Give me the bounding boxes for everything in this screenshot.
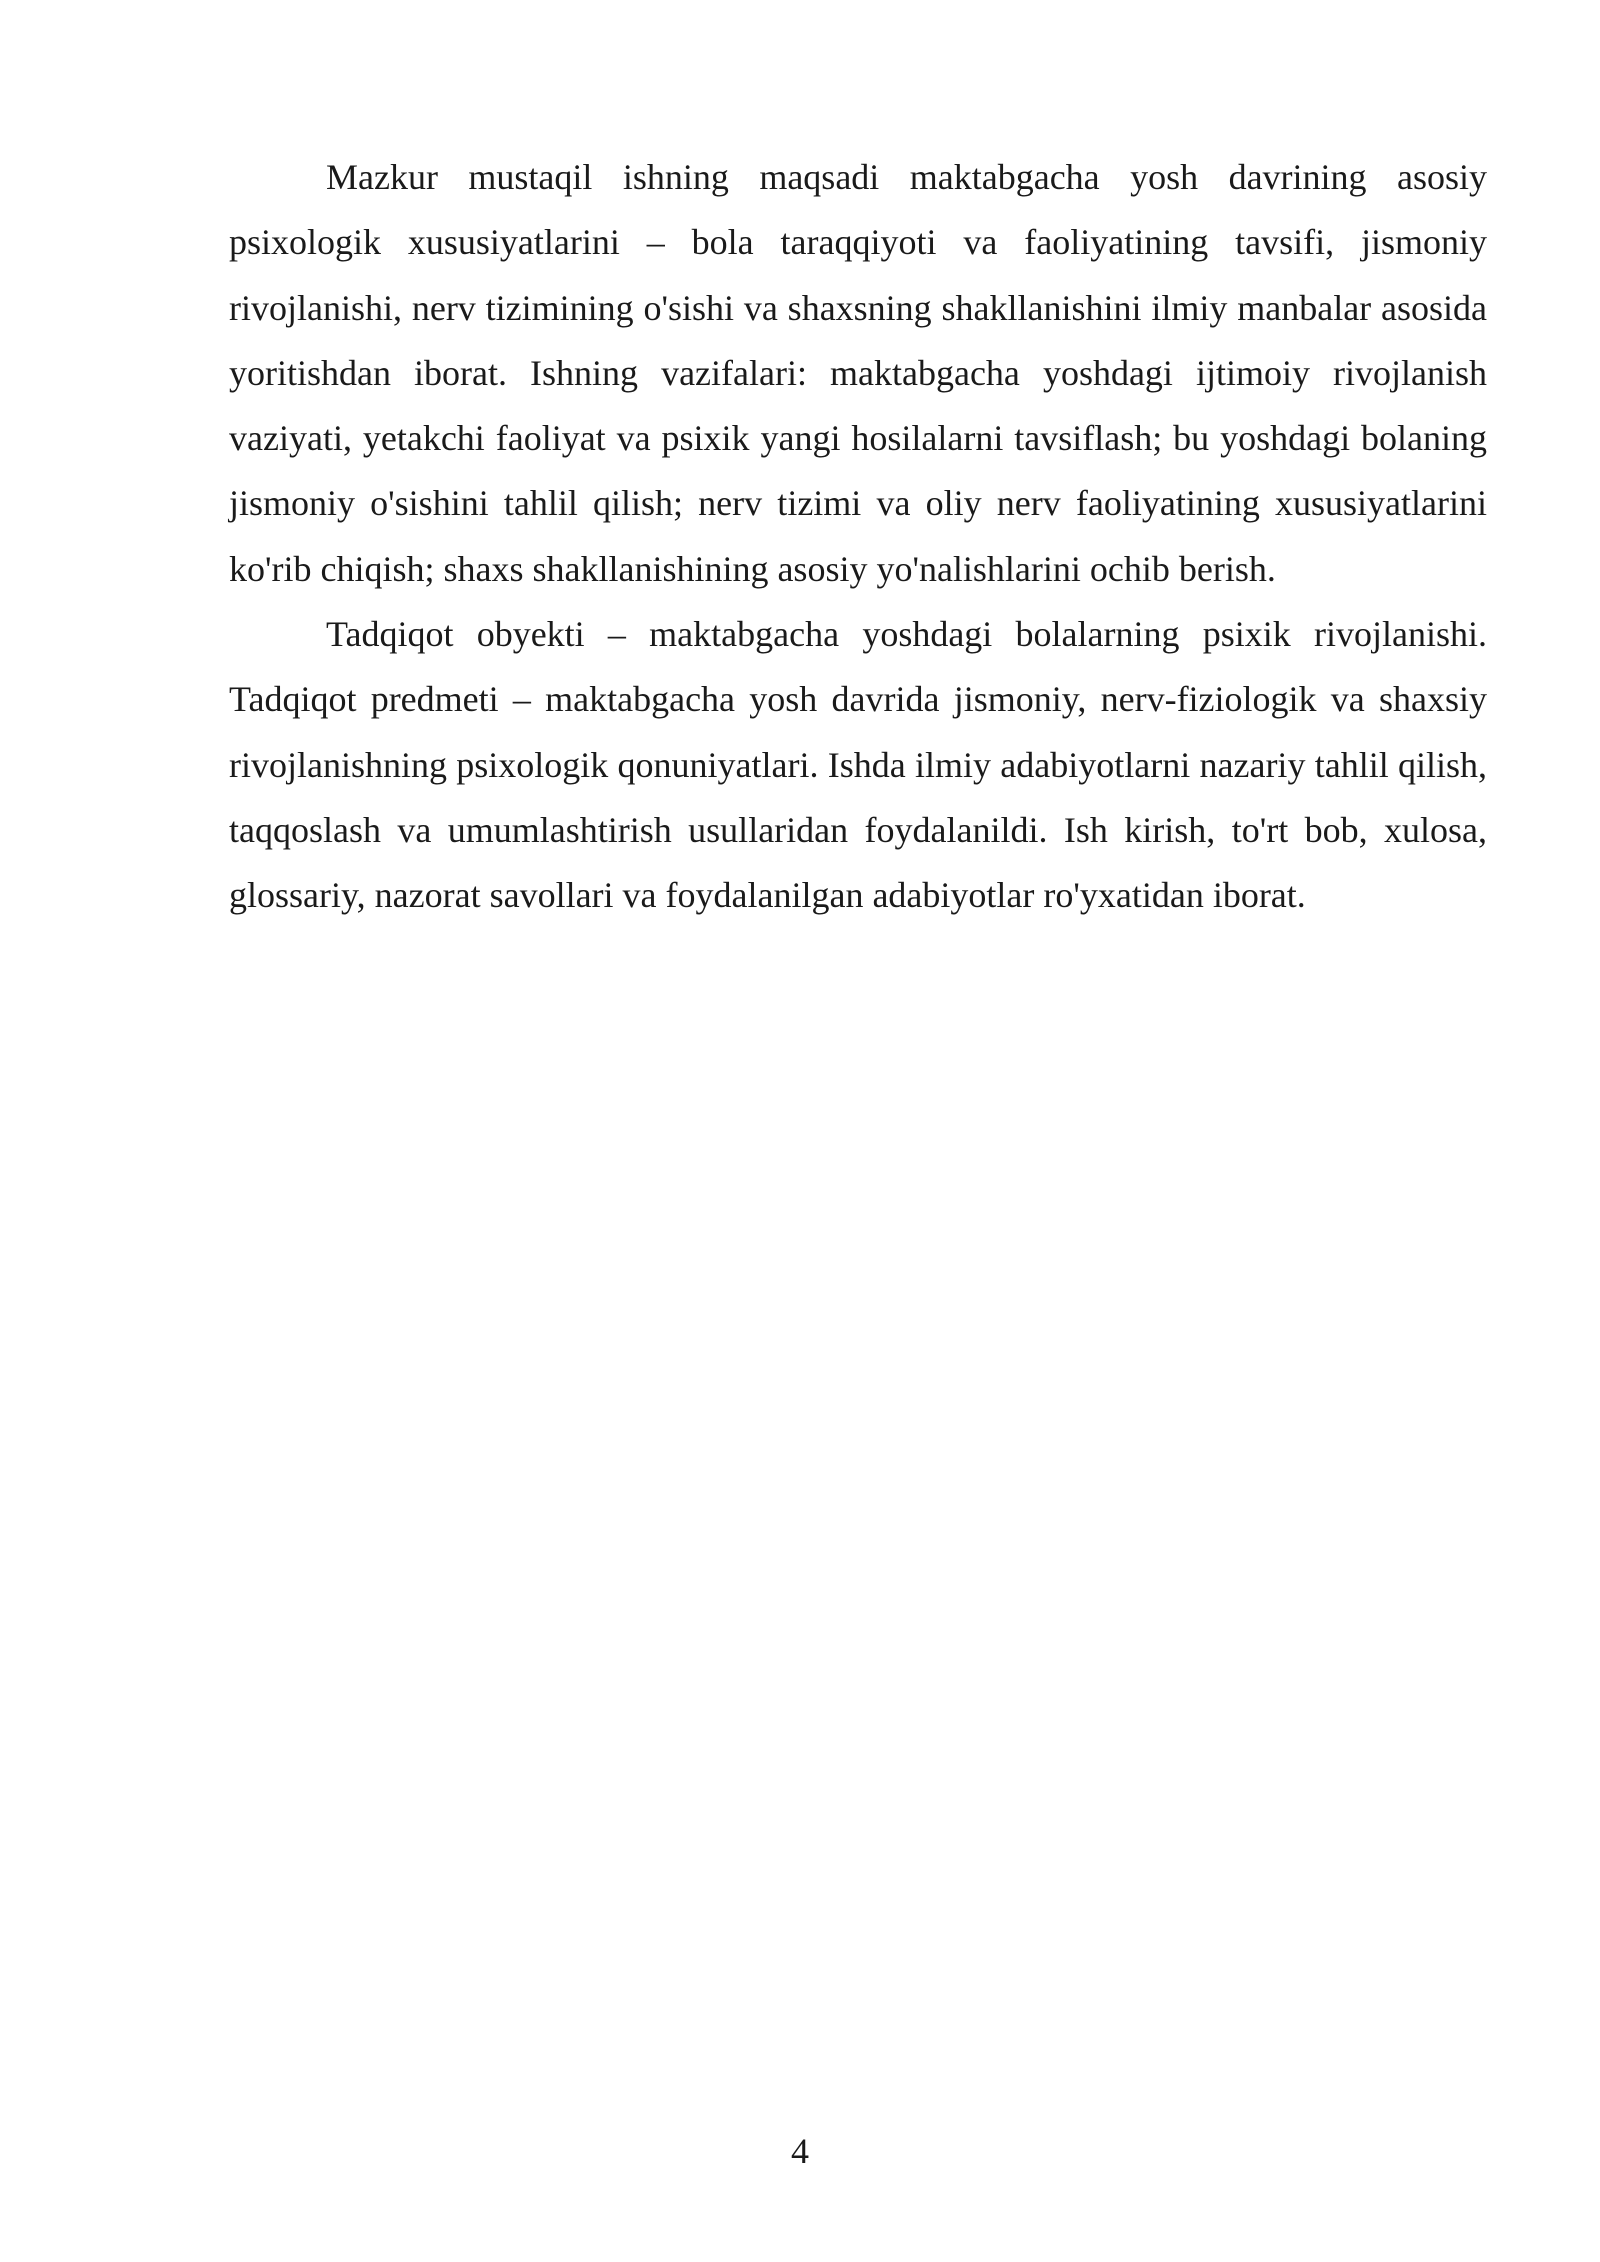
page-number: 4 [791, 2131, 809, 2171]
paragraph-goals: Mazkur mustaqil ishning maqsadi maktabgacha yosh davrining asosiy psixologik xususiyatlarini – bola taraqqiyoti va faoliyatining tavsifi, jismoniy rivojlanishi, nerv tizimining o'sishi va shaxsning shakllanishini ilmiy manbalar asosida yoritishdan iborat. Ishning vazifalari: maktabgacha yoshdagi ijtimoiy rivojlanish vaziyati, yetakchi faoliyat va psixik yangi hosilalarni tavsiflash; bu yoshdagi bolaning jismoniy o'sishini tahlil qilish; nerv tizimi va oliy nerv faoliyatining xususiyatlarini ko'rib chiqish; shaxs shakllanishining asosiy yo'nalishlarini ochib berish. [229, 157, 1487, 589]
body-text [229, 145, 1487, 929]
paragraph-research-object: Tadqiqot obyekti – maktabgacha yoshdagi bolalarning psixik rivojlanishi. Tadqiqot predmeti – maktabgacha yosh davrida jismoniy, nerv-fiziologik va shaxsiy rivojlanishning psixologik qonuniyatlari. Ishda ilmiy adabiyotlarni nazariy tahlil qilish, taqqoslash va umumlashtirish usullaridan foydalanildi. Ish kirish, to'rt bob, xulosa, glossariy, nazorat savollari va foydalanilgan adabiyotlar ro'yxatidan iborat. [229, 614, 1487, 916]
